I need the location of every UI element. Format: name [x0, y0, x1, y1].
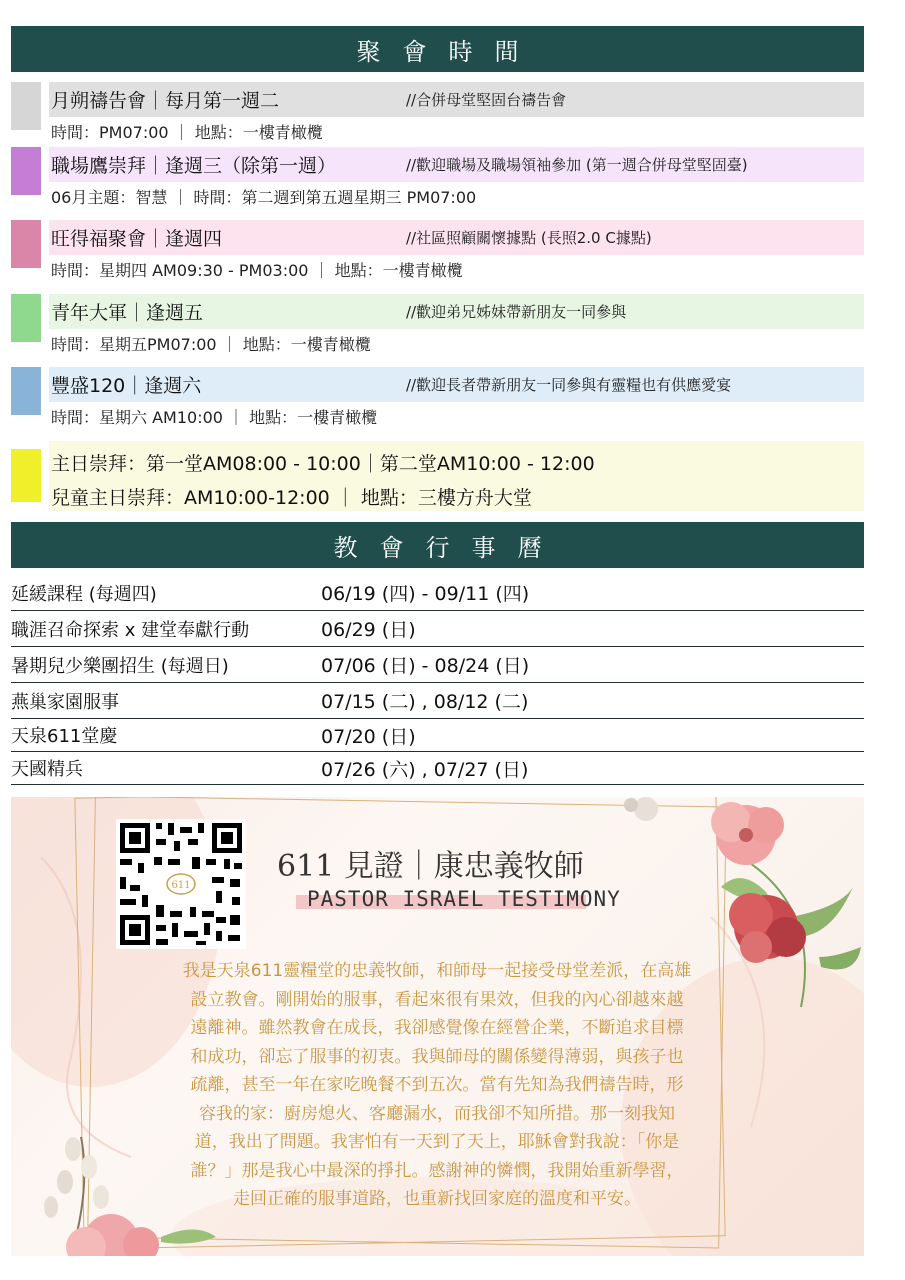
schedule-note: //合併母堂堅固台禱告會	[406, 91, 567, 109]
schedule-detail: 時間：星期四 AM09:30 - PM03:00 ｜ 地點：一樓青橄欖	[51, 261, 463, 280]
calendar-date: 07/20 (日)	[321, 725, 416, 748]
schedule-title-bar	[49, 220, 864, 255]
qr-code-icon	[116, 819, 246, 949]
calendar-date: 06/29 (日)	[321, 619, 416, 641]
schedule-title: 月朔禱告會｜每月第一週二	[51, 90, 280, 112]
testimony-line: 和成功，卻忘了服事的初衷。我與師母的關係變得薄弱，與孩子也	[190, 1046, 684, 1067]
qr-logo-text: 611	[171, 880, 191, 891]
schedule-title: 青年大軍｜逢週五	[51, 302, 204, 324]
testimony-line: 疏離，甚至一年在家吃晚餐不到五次。當有先知為我們禱告時，形	[190, 1075, 684, 1095]
calendar-row	[11, 611, 864, 647]
schedule-detail: 時間：星期五PM07:00 ｜ 地點：一樓青橄欖	[51, 335, 371, 354]
children-worship: 兒童主日崇拜：AM10:00-12:00 ｜ 地點：三樓方舟大堂	[51, 487, 532, 509]
color-swatch	[11, 220, 41, 268]
calendar-row	[11, 575, 864, 611]
testimony-line: 道，我出了問題。我害怕有一天到了天上，耶穌會對我說：「你是	[194, 1132, 680, 1152]
schedule-header: 聚會時間	[11, 26, 864, 72]
calendar-row	[11, 647, 864, 683]
testimony-subtitle: PASTOR ISRAEL TESTIMONY	[307, 887, 621, 911]
calendar-row	[11, 752, 864, 785]
testimony-line: 我是天泉611靈糧堂的忠義牧師，和師母一起接受母堂差派，在高雄	[182, 961, 692, 981]
schedule-detail: 時間：PM07:00 ｜ 地點：一樓青橄欖	[51, 123, 323, 142]
calendar-event: 天國精兵	[11, 759, 83, 780]
testimony-card	[11, 797, 864, 1256]
schedule-title: 旺得福聚會｜逢週四	[51, 228, 223, 250]
calendar-table	[11, 575, 864, 785]
calendar-event: 天泉611堂慶	[11, 726, 118, 747]
testimony-title: 611 見證｜康忠義牧師	[277, 849, 584, 884]
calendar-event: 燕巢家園服事	[11, 691, 119, 713]
schedule-title-bar	[49, 367, 864, 402]
calendar-header: 教會行事曆	[11, 522, 864, 568]
calendar-date: 06/19 (四) - 09/11 (四)	[321, 583, 530, 605]
testimony-body	[123, 957, 751, 1214]
schedule-note: //歡迎職場及職場領袖參加 (第一週合併母堂堅固臺)	[406, 156, 748, 174]
qr-code[interactable]	[116, 819, 246, 949]
color-swatch	[11, 367, 41, 415]
testimony-line: 容我的家：廚房熄火、客廳漏水，而我卻不知所措。那一刻我知	[199, 1103, 675, 1124]
schedule-detail: 06月主題：智慧 ｜ 時間：第二週到第五週星期三 PM07:00	[51, 188, 477, 207]
color-swatch	[11, 82, 41, 130]
schedule-detail: 時間：星期六 AM10:00 ｜ 地點：一樓青橄欖	[51, 408, 378, 427]
color-swatch	[11, 147, 41, 195]
calendar-date: 07/06 (日) - 08/24 (日)	[321, 655, 530, 677]
testimony-line: 遠離神。雖然教會在成長，我卻感覺像在經營企業，不斷追求目標	[190, 1018, 684, 1038]
testimony-line: 設立教會。剛開始的服事，看起來很有果效，但我的內心卻越來越	[190, 989, 684, 1010]
schedule-title: 豐盛120｜逢週六	[51, 375, 202, 397]
calendar-date: 07/15 (二) , 08/12 (二)	[321, 691, 529, 713]
schedule-title-bar	[49, 82, 864, 117]
calendar-event: 職涯召命探索 x 建堂奉獻行動	[11, 619, 250, 641]
calendar-event: 暑期兒少樂團招生 (每週日)	[11, 655, 229, 677]
testimony-line: 走回正確的服事道路，也重新找回家庭的溫度和平安。	[233, 1189, 641, 1209]
sunday-worship: 主日崇拜：第一堂AM08:00 - 10:00｜第二堂AM10:00 - 12:00	[51, 453, 595, 475]
schedule-note: //社區照顧關懷據點 (長照2.0 C據點)	[406, 229, 652, 247]
sunday-service	[11, 441, 864, 511]
schedule-note: //歡迎長者帶新朋友一同參與有靈糧也有供應愛宴	[406, 376, 732, 394]
calendar-row	[11, 683, 864, 719]
color-swatch	[11, 294, 41, 342]
testimony-line: 誰？」那是我心中最深的掙扎。感謝神的憐憫，我開始重新學習，	[190, 1160, 684, 1181]
calendar-date: 07/26 (六) , 07/27 (日)	[321, 758, 529, 781]
calendar-row	[11, 719, 864, 752]
schedule-title: 職場鷹崇拜｜逢週三（除第一週）	[51, 155, 337, 177]
calendar-event: 延緩課程 (每週四)	[11, 583, 157, 605]
schedule-title-bar	[49, 147, 864, 182]
color-swatch	[11, 449, 41, 502]
schedule-note: //歡迎弟兄姊妹帶新朋友一同參與	[406, 303, 627, 321]
schedule-title-bar	[49, 294, 864, 329]
